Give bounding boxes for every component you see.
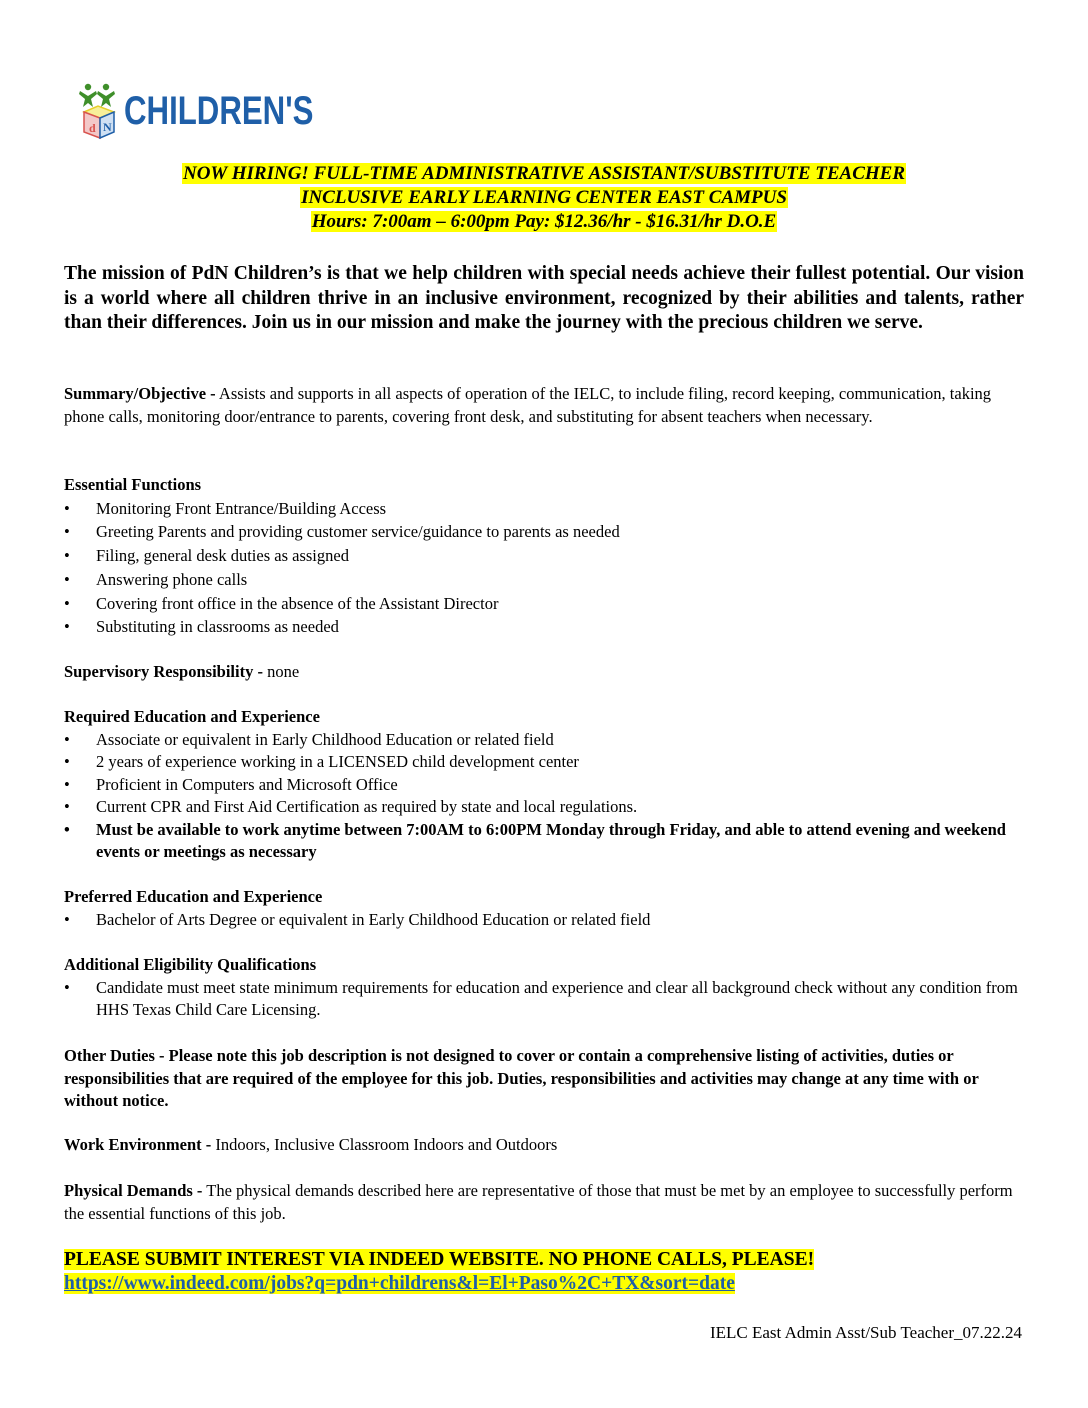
physical-demands-section (64, 1180, 1024, 1225)
list-item: • Associate or equivalent in Early Childhood Education or related field (64, 729, 1024, 752)
list-item: • Answering phone calls (64, 568, 1024, 592)
list-item: • Proficient in Computers and Microsoft Office (64, 774, 1024, 797)
submit-notice: PLEASE SUBMIT INTEREST VIA INDEED WEBSITE. NO PHONE CALLS, PLEASE! (64, 1249, 815, 1270)
work-environment-section (64, 1134, 1024, 1157)
supervisory-text: none (262, 662, 300, 681)
summary-text: Assists and supports in all aspects of operation of the IELC, to include filing, record keeping, communication, taking phone calls, monitoring door/entrance to parents, covering front desk, and substituting for absent teachers when necessary. (64, 384, 992, 426)
other-duties-section: Other Duties - Please note this job description is not designed to cover or contain a comprehensive listing of activities, duties or responsibilities that are required of the employee for this job. Duties, responsibilities and activities may change at any time with or without notice. (64, 1046, 979, 1110)
indeed-link[interactable]: https://www.indeed.com/jobs?q=pdn+childrens&l=El+Paso%2C+TX&sort=date (64, 1273, 735, 1294)
mission-statement: The mission of PdN Children’s is that we help children with special needs achieve their fullest potential. Our vision is a world where all children thrive in an inclusive environment, recognized by their abilities and talents, rather than their differences. Join us in our mission and make the journey with the precious children we serve. (64, 263, 1024, 333)
svg-text:N: N (103, 120, 112, 134)
list-item: • Bachelor of Arts Degree or equivalent in Early Childhood Education or related field (64, 909, 1024, 932)
list-item: • Current CPR and First Aid Certification as required by state and local regulations. (64, 796, 1024, 819)
list-item: • Greeting Parents and providing customer service/guidance to parents as needed (64, 520, 1024, 544)
additional-heading: Additional Eligibility Qualifications (64, 955, 317, 974)
svg-text:d: d (89, 121, 96, 135)
submit-section (64, 1248, 814, 1296)
list-item: • Must be available to work anytime between 7:00AM to 6:00PM Monday through Friday, and able to attend evening and weekend events or meetings as necessary (64, 819, 1024, 864)
header-line-2: INCLUSIVE EARLY LEARNING CENTER EAST CAMPUS (301, 187, 787, 208)
list-item: • Filing, general desk duties as assigned (64, 544, 1024, 568)
list-item: • Monitoring Front Entrance/Building Access (64, 497, 1024, 521)
physical-demands-text: The physical demands described here are representative of those that must be met by an employee to successfully perform the essential functions of this job. (64, 1181, 1013, 1223)
summary-label: Summary/Objective - (64, 384, 216, 403)
header-line-1: NOW HIRING! FULL-TIME ADMINISTRATIVE ASSISTANT/SUBSTITUTE TEACHER (182, 163, 905, 184)
work-environment-text: Indoors, Inclusive Classroom Indoors and Outdoors (211, 1135, 558, 1154)
required-heading: Required Education and Experience (64, 707, 320, 726)
job-title-header (0, 162, 1088, 234)
logo-text: CHILDREN'S (124, 89, 314, 133)
logo-block-icon (76, 82, 120, 140)
list-item: • Candidate must meet state minimum requirements for education and experience and clear all background check without any condition from HHS Texas Child Care Licensing. (64, 977, 1024, 1022)
preferred-heading: Preferred Education and Experience (64, 887, 323, 906)
essential-functions-heading: Essential Functions (64, 475, 202, 494)
preferred-section (64, 886, 1024, 931)
list-item: • 2 years of experience working in a LICENSED child development center (64, 751, 1024, 774)
supervisory-section (64, 661, 1024, 684)
additional-section (64, 954, 1024, 1022)
summary-section (64, 383, 1024, 428)
work-environment-label: Work Environment - (64, 1135, 212, 1154)
list-item: • Covering front office in the absence of the Assistant Director (64, 592, 1024, 616)
essential-functions-section (64, 474, 1024, 639)
physical-demands-label: Physical Demands - (64, 1181, 203, 1200)
supervisory-label: Supervisory Responsibility - (64, 662, 263, 681)
document-footer: IELC East Admin Asst/Sub Teacher_07.22.24 (709, 1323, 1022, 1342)
list-item: • Substituting in classrooms as needed (64, 615, 1024, 639)
required-section (64, 706, 1024, 864)
pdn-childrens-logo (76, 82, 367, 140)
header-line-3: Hours: 7:00am – 6:00pm Pay: $12.36/hr - $16.31/hr D.O.E (311, 211, 777, 232)
